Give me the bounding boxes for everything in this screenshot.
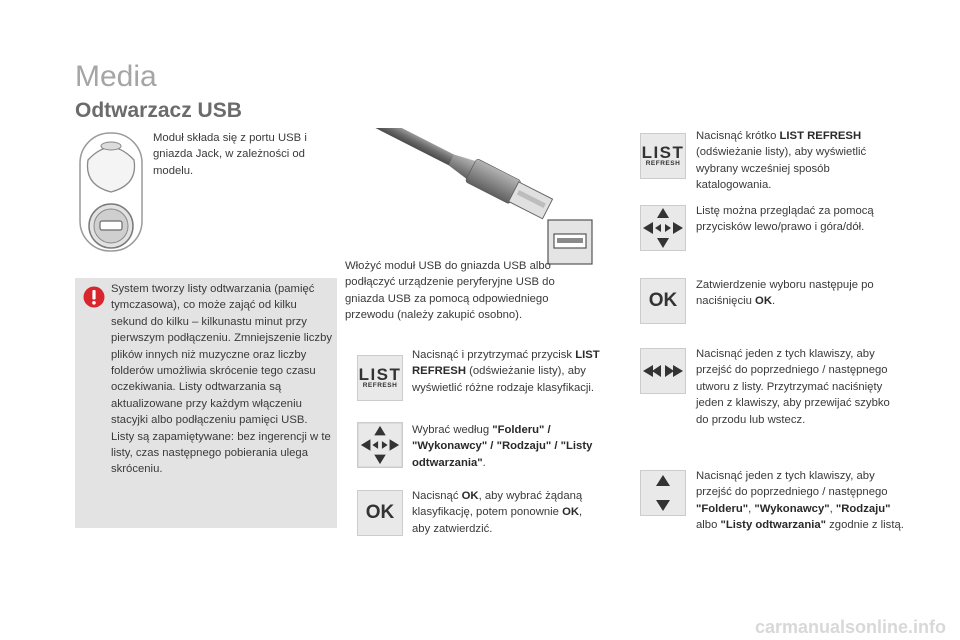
list-refresh-button-short[interactable]: LIST REFRESH	[640, 133, 686, 179]
ok-button[interactable]: OK	[357, 490, 403, 536]
choose-classification-text: Wybrać według "Folderu" / "Wykonawcy" / "Rodzaju" / "Listy odtwarzania".	[412, 424, 593, 469]
folder-navigation-text: Nacisnąć jeden z tych klawiszy, aby przejść do poprzedniego / następnego "Folderu", "Wykonawcy", "Rodzaju" albo "Listy odtwarzania" zgodnie z listą.	[696, 470, 904, 532]
hold-list-refresh-text: Nacisnąć i przytrzymać przycisk LIST REFRESH (odświeżanie listy), aby wyświetlić różne rodzaje klasyfikacji.	[412, 349, 600, 394]
ok-confirm-text: Nacisnąć OK, aby wybrać żądaną klasyfikację, potem ponownie OK, aby zatwierdzić.	[412, 490, 583, 535]
module-description: Moduł składa się z portu USB i gniazda Jack, w zależności od modelu.	[153, 132, 307, 177]
usb-module-illustration	[72, 130, 152, 255]
usb-cable-illustration	[358, 128, 598, 268]
short-press-text: Nacisnąć krótko LIST REFRESH (odświeżanie listy), aby wyświetlić wybrany wcześniej sposób katalogowania.	[696, 130, 867, 192]
track-navigation-text: Nacisnąć jeden z tych klawiszy, aby przejść do poprzedniego / następnego utworu z listy. Przytrzymać naciśnięty jeden z klawiszy, aby przewijać szybko do przodu lub wstecz.	[696, 348, 890, 426]
four-way-arrows-button-browse[interactable]	[640, 205, 686, 251]
exclamation-icon	[83, 286, 105, 308]
usb-insert-text: Włożyć moduł USB do gniazda USB albo podłączyć urządzenie peryferyjne USB do gniazda USB za pomocą odpowiedniego przewodu (należy zakupić osobno).	[345, 260, 555, 322]
warning-text: System tworzy listy odtwarzania (pamięć tymczasowa), co może zająć od kilku sekund do kilku – kilkunastu minut przy pierwszym podłączeniu. Zmniejszenie liczby plików innych niż muzyczne oraz liczby folderów umożliwia skrócenie tego czasu oczekiwania. Listy odtwarzania są aktualizowane przy każdym włączeniu stacyjki albo podłączeniu pamięci USB. Listy są zapamiętywane: bez ingerencji w te listy, czas następnego pobierania ulega skróceniu.	[111, 283, 333, 476]
section-title: Odtwarzacz USB	[75, 99, 242, 122]
list-refresh-button[interactable]: LIST REFRESH	[357, 355, 403, 401]
four-way-arrows-button[interactable]	[357, 422, 403, 468]
page-title: Media	[75, 60, 157, 93]
watermark: carmanualsonline.info	[754, 617, 946, 637]
ok-button-confirm[interactable]: OK	[640, 278, 686, 324]
left-right-arrows-button[interactable]	[640, 348, 686, 394]
warning-box	[75, 278, 337, 528]
browse-text: Listę można przeglądać za pomocą przycisków lewo/prawo i góra/dół.	[696, 205, 874, 234]
up-down-arrows-button[interactable]	[640, 470, 686, 516]
confirm-text: Zatwierdzenie wyboru następuje po naciśnięciu OK.	[696, 279, 874, 308]
